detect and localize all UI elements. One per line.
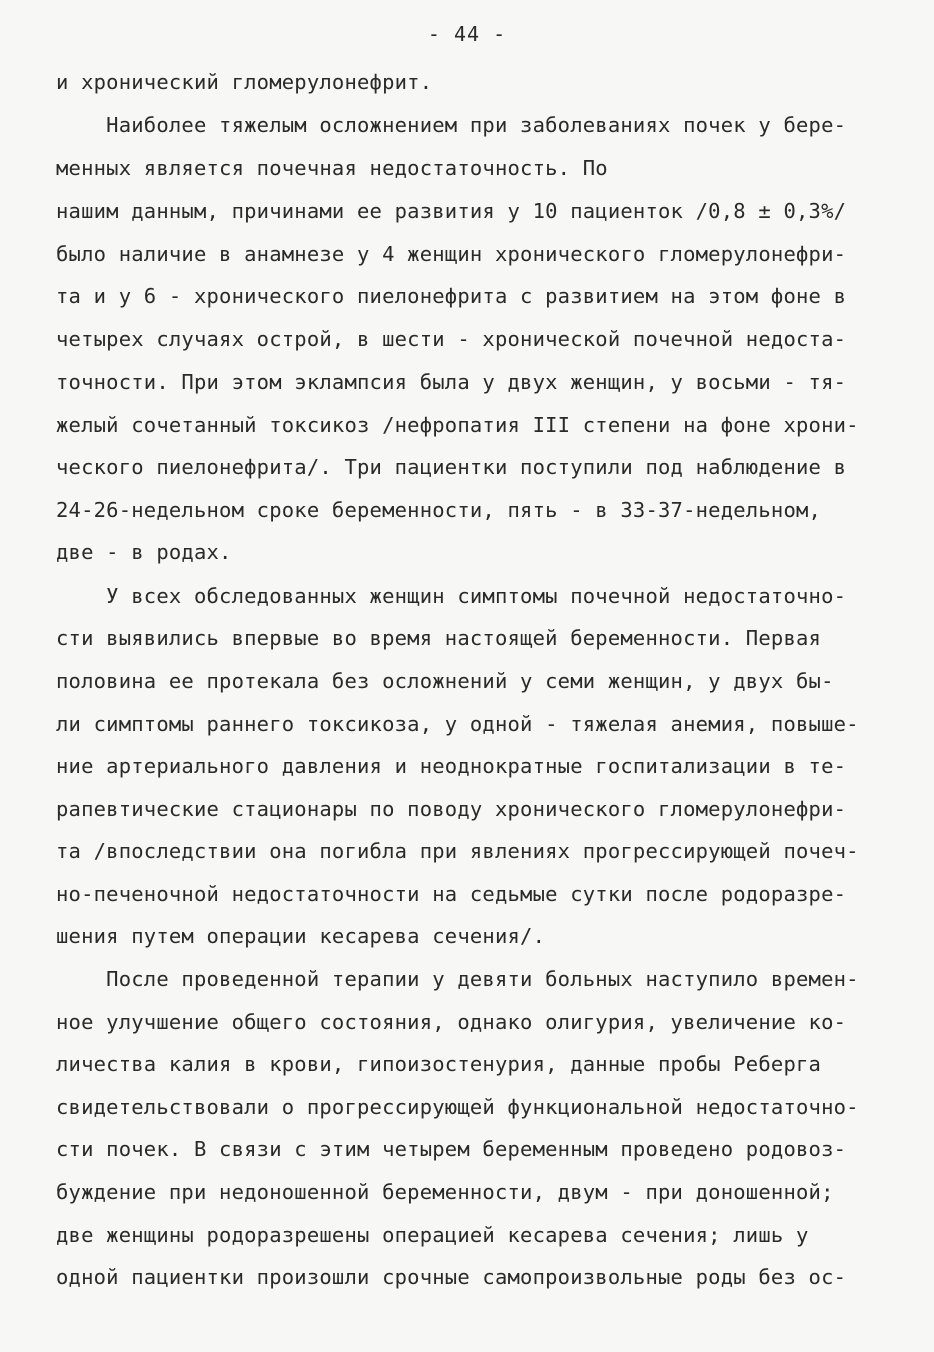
text-line: та /впоследствии она погибла при явлениях прогрессирующей почеч- (56, 839, 859, 863)
text-line: ческого пиелонефрита/. Три пациентки поступили под наблюдение в (56, 455, 847, 479)
text-line: четырех случаях острой, в шести - хронической почечной недоста- (56, 327, 847, 351)
text-line: менных является почечная недостаточность. По (56, 156, 608, 180)
text-line: ли симптомы раннего токсикоза, у одной - тяжелая анемия, повыше- (56, 712, 859, 736)
text-line: ние артериального давления и неоднократные госпитализации в те- (56, 754, 847, 778)
text-line: и хронический гломерулонефрит. (56, 70, 433, 94)
text-line: рапевтические стационары по поводу хронического гломерулонефри- (56, 797, 847, 821)
text-line: одной пациентки произошли срочные самопроизвольные роды без ос- (56, 1265, 847, 1289)
text-line: та и у 6 - хронического пиелонефрита с развитием на этом фоне в (56, 284, 847, 308)
text-line: шения путем операции кесарева сечения/. (56, 924, 546, 948)
text-line: 24-26-недельном сроке беременности, пять - в 33-37-недельном, (56, 498, 822, 522)
text-line: две женщины родоразрешены операцией кесарева сечения; лишь у (56, 1223, 809, 1247)
text-line: сти почек. В связи с этим четырем беременным проведено родовоз- (56, 1137, 847, 1161)
text-line: было наличие в анамнезе у 4 женщин хронического гломерулонефри- (56, 242, 847, 266)
text-line: личества калия в крови, гипоизостенурия, данные пробы Реберга (56, 1052, 822, 1076)
text-line: желый сочетанный токсикоз /нефропатия III степени на фоне хрони- (56, 413, 859, 437)
text-line: Наиболее тяжелым осложнением при заболеваниях почек у бере- (56, 113, 847, 137)
page-number: - 44 - (427, 22, 507, 46)
text-line: нашим данным, причинами ее развития у 10 пациенток /0,8 ± 0,3%/ (56, 199, 847, 223)
text-line: половина ее протекала без осложнений у семи женщин, у двух бы- (56, 669, 834, 693)
text-line: сти выявились впервые во время настоящей беременности. Первая (56, 626, 822, 650)
text-line: две - в родах. (56, 540, 232, 564)
text-line: буждение при недоношенной беременности, двум - при доношенной; (56, 1180, 834, 1204)
text-line: точности. При этом эклампсия была у двух женщин, у восьми - тя- (56, 370, 847, 394)
text-line: ное улучшение общего состояния, однако олигурия, увеличение ко- (56, 1010, 847, 1034)
text-line: свидетельствовали о прогрессирующей функциональной недостаточно- (56, 1095, 859, 1119)
text-line: У всех обследованных женщин симптомы почечной недостаточно- (56, 584, 847, 608)
text-line: но-печеночной недостаточности на седьмые сутки после родоразре- (56, 882, 847, 906)
text-line: После проведенной терапии у девяти больных наступило времен- (56, 967, 859, 991)
